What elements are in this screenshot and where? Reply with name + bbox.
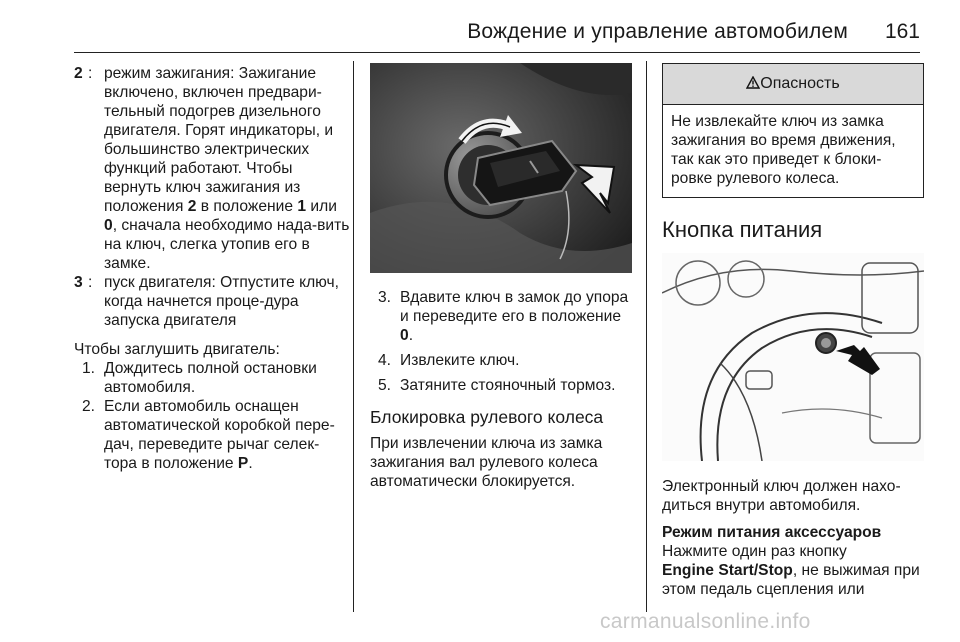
list-text: Извлеките ключ. [400,352,520,369]
paragraph-intro: Чтобы заглушить двигатель: [74,341,280,358]
definition-term: 3 [74,274,83,291]
definition-item [74,64,352,273]
bold-button-name: Engine Start/Stop [662,562,793,579]
power-button-illustration [662,253,924,461]
list-text [104,398,335,472]
header-rule [74,52,920,53]
list-item [370,288,632,345]
list-number: 5. [378,377,392,394]
list-number: 3. [378,289,392,306]
definition-term: 2 [74,65,83,82]
column-right [662,63,924,599]
warning-title: Опасность [760,75,840,92]
bold-position: 2 [187,198,197,215]
definition-text [104,64,352,273]
paragraph-body: При извлечении ключа из замка зажигания вал рулевого колеса автоматически блокируется. [370,435,603,490]
list-text-part: . [408,327,414,344]
definition-text-part: в положение [196,198,298,215]
warning-triangle-icon [746,75,760,92]
list-number: 2. [82,398,96,415]
list-text-part: . [248,455,253,472]
definition-item [74,273,352,330]
list-text: Затяните стояночный тормоз. [400,377,616,394]
definition-text: пуск двигателя: Отпустите ключ, когда начнется проце-дура запуска двигателя [104,274,339,329]
paragraph-body [662,542,924,599]
bold-position: 0 [104,217,113,234]
list-text [400,289,628,344]
list-number: 1. [82,360,96,377]
page-header-title: Вождение и управление автомобилем [467,20,848,43]
column-divider-1 [353,61,354,612]
bold-position: 0 [400,327,409,344]
list-text-part: Если автомобиль оснащен автоматической коробкой пере-дач, переведите рычаг селек-тора в положение [104,398,335,472]
list-item [74,359,352,397]
list-text: Дождитесь полной остановки автомобиля. [104,360,317,396]
page-number: 161 [884,20,920,43]
definition-text-part: режим зажигания: Зажигание включено, включен предвари-тельный подогрев дизельного двигателя. Горят индикаторы, и большинство электрических функций работают. Чтобы вернуть ключ зажигания из положения [104,65,334,215]
definition-text-part: , сначала необходимо нада-вить на ключ, слегка утопив его в замке. [104,217,350,272]
column-middle [370,63,632,491]
definition-colon: : [88,65,93,82]
warning-body: Не извлекайте ключ из замка зажигания во время движения, так как это приведет к блоки-ровке рулевого колеса. [671,113,896,187]
watermark: carmanualsonline.info [600,610,811,633]
bold-position: 1 [297,198,307,215]
definition-text-part: или [306,198,337,215]
section-heading: Кнопка питания [662,217,823,242]
definition-colon: : [88,274,93,291]
subheading: Режим питания аксессуаров [662,524,882,541]
list-item [370,376,632,395]
caption-text: Электронный ключ должен нахо-диться внутри автомобиля. [662,478,901,514]
warning-box [662,63,924,198]
list-text-part: Вдавите ключ в замок до упора и переведите его в положение [400,289,629,325]
warning-header [663,64,923,105]
list-number: 4. [378,352,392,369]
column-divider-2 [646,61,647,612]
body-text-part: Нажмите один раз кнопку [662,543,847,560]
ignition-key-illustration [370,63,632,273]
list-item [370,351,632,370]
column-left [74,64,352,473]
section-heading: Блокировка рулевого колеса [370,407,604,427]
list-item [74,397,352,473]
bold-gear: P [237,455,249,472]
body-text-part: , не выжимая при этом педаль сцепления или [662,562,920,598]
